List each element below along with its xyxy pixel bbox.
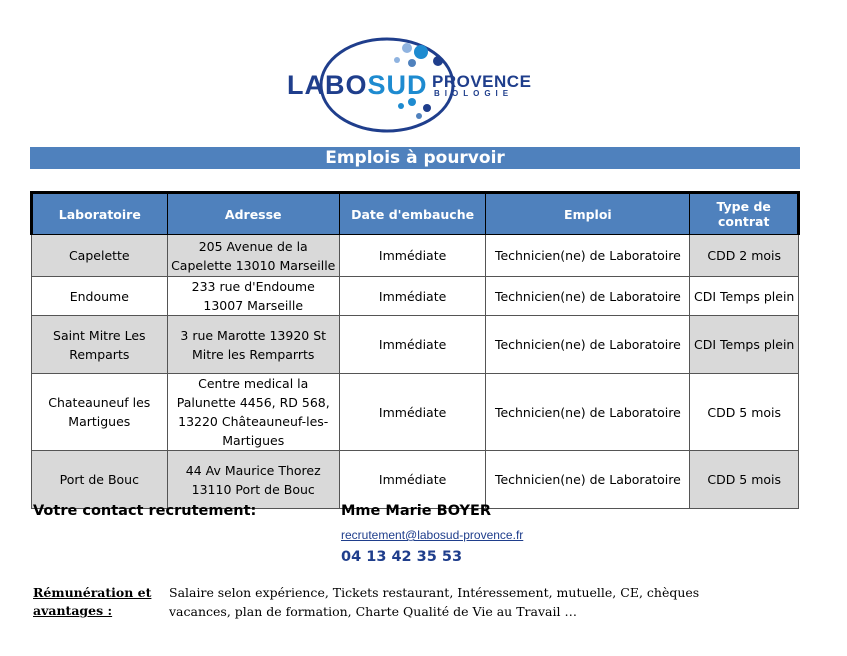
cell-date: Immédiate: [339, 277, 486, 316]
contact-label: Votre contact recrutement:: [33, 503, 257, 519]
table-row: [32, 235, 799, 277]
cell-date: Immédiate: [339, 235, 486, 277]
table-row: [32, 277, 799, 316]
page-title: Emplois à pourvoir: [30, 147, 800, 169]
cell-address: 3 rue Marotte 13920 St Mitre les Remparrts: [167, 316, 339, 374]
table-header-row: [32, 193, 799, 235]
cell-job: Technicien(ne) de Laboratoire: [486, 235, 690, 277]
header-adresse: Adresse: [167, 193, 339, 235]
header-date: Date d'embauche: [339, 193, 486, 235]
cell-job: Technicien(ne) de Laboratoire: [486, 277, 690, 316]
cell-address: 44 Av Maurice Thorez 13110 Port de Bouc: [167, 451, 339, 509]
contact-email-link[interactable]: recrutement@labosud-provence.fr: [341, 528, 524, 542]
cell-address: 205 Avenue de la Capelette 13010 Marseille: [167, 235, 339, 277]
cell-date: Immédiate: [339, 374, 486, 451]
table-row: [32, 316, 799, 374]
logo-sud-text: SUD: [367, 70, 428, 100]
contact-name: Mme Marie BOYER: [341, 503, 492, 519]
jobs-table: [30, 191, 800, 509]
contact-phone: 04 13 42 35 53: [341, 549, 463, 565]
cell-job: Technicien(ne) de Laboratoire: [486, 374, 690, 451]
table-row: [32, 451, 799, 509]
cell-address: Centre medical la Palunette 4456, RD 568, 13220 Châteauneuf-les-Martigues: [167, 374, 339, 451]
cell-lab: Port de Bouc: [32, 451, 168, 509]
cell-date: Immédiate: [339, 316, 486, 374]
cell-contract: CDD 5 mois: [690, 451, 799, 509]
header-contrat: Type de contrat: [690, 193, 799, 235]
remuneration-text: Salaire selon expérience, Tickets restaurant, Intéressement, mutuelle, CE, chèques vacances, plan de formation, Charte Qualité de Vie au Travail …: [169, 585, 700, 619]
logo-biologie-text: BIOLOGIE: [434, 89, 514, 98]
logo-provence-text: PROVENCE: [432, 72, 532, 91]
cell-job: Technicien(ne) de Laboratoire: [486, 316, 690, 374]
header-emploi: Emploi: [486, 193, 690, 235]
cell-lab: Saint Mitre Les Remparts: [32, 316, 168, 374]
logo-labo-text: LABO: [287, 70, 368, 100]
cell-address: 233 rue d'Endoume 13007 Marseille: [167, 277, 339, 316]
cell-contract: CDD 5 mois: [690, 374, 799, 451]
cell-contract: CDI Temps plein: [690, 277, 799, 316]
company-logo: [287, 36, 532, 136]
remuneration-label: Rémunération et avantages :: [33, 585, 152, 618]
cell-date: Immédiate: [339, 451, 486, 509]
cell-job: Technicien(ne) de Laboratoire: [486, 451, 690, 509]
table-row: [32, 374, 799, 451]
header-laboratoire: Laboratoire: [32, 193, 168, 235]
cell-lab: Chateauneuf les Martigues: [32, 374, 168, 451]
cell-lab: Endoume: [32, 277, 168, 316]
cell-contract: CDD 2 mois: [690, 235, 799, 277]
cell-lab: Capelette: [32, 235, 168, 277]
cell-contract: CDI Temps plein: [690, 316, 799, 374]
